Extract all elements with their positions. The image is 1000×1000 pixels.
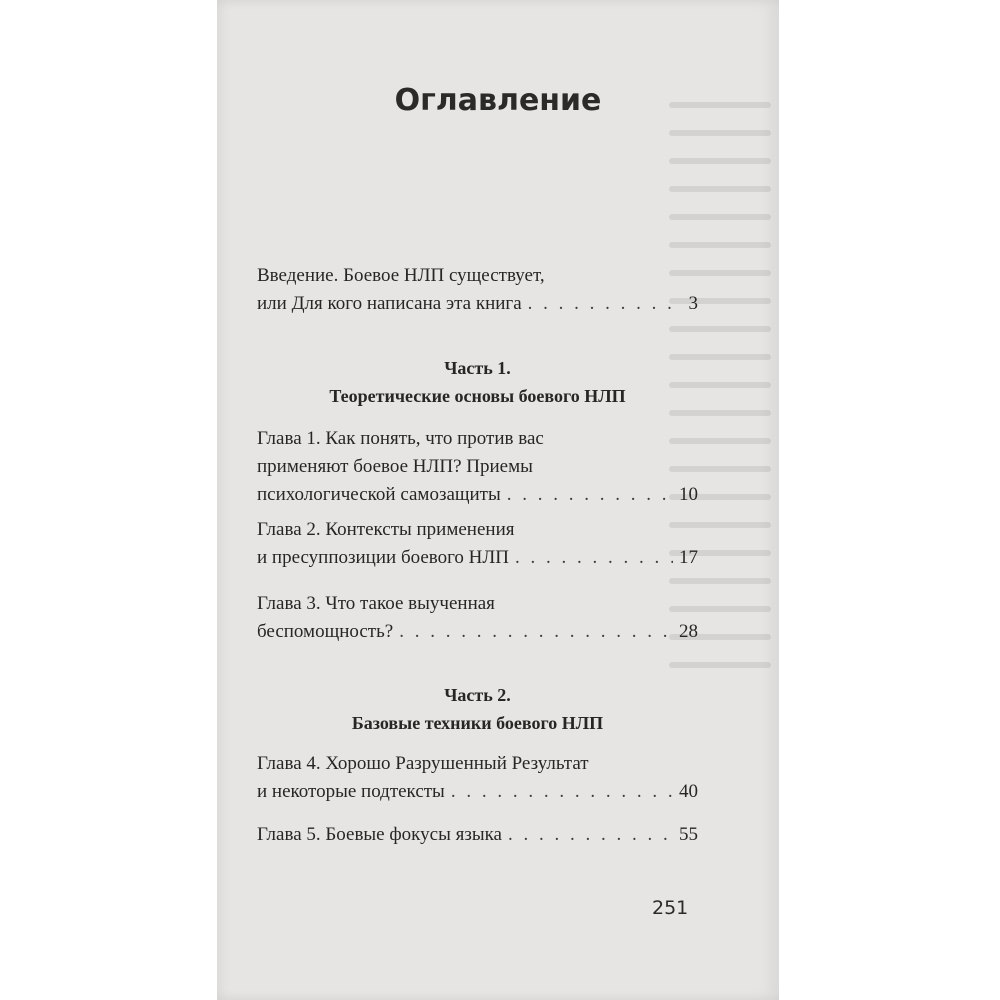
part-label: Часть 2. <box>444 685 511 705</box>
part-heading-1 <box>257 354 698 410</box>
dot-leader <box>528 290 683 318</box>
toc-entry-chapter-1[interactable] <box>257 425 698 509</box>
toc-entry-chapter-4[interactable] <box>257 750 698 806</box>
part-heading-2 <box>257 681 698 737</box>
part-title: Теоретические основы боевого НЛП <box>329 386 626 406</box>
entry-line: Глава 4. Хорошо Разрушенный Результат <box>257 753 589 774</box>
entry-line: или Для кого написана эта книга <box>257 293 522 314</box>
entry-line: беспомощность? <box>257 621 394 642</box>
page-ref: 28 <box>679 621 698 642</box>
dot-leader <box>508 821 673 849</box>
entry-line: применяют боевое НЛП? Приемы <box>257 456 533 477</box>
page-ref: 40 <box>679 781 698 802</box>
dot-leader <box>515 544 673 572</box>
entry-line: Введение. Боевое НЛП существует, <box>257 265 545 286</box>
toc-entry-introduction[interactable] <box>257 262 698 318</box>
toc-entry-chapter-3[interactable] <box>257 590 698 646</box>
entry-line: Глава 1. Как понять, что против вас <box>257 428 544 449</box>
entry-line: Глава 3. Что такое выученная <box>257 593 495 614</box>
entry-line: психологической самозащиты <box>257 484 501 505</box>
page-number: 251 <box>652 897 689 919</box>
dot-leader <box>399 618 673 646</box>
entry-line: и некоторые подтексты <box>257 781 445 802</box>
entry-line: Глава 2. Контексты применения <box>257 519 515 540</box>
book-page <box>217 0 779 1000</box>
entry-line: и пресуппозиции боевого НЛП <box>257 547 510 568</box>
part-label: Часть 1. <box>444 358 511 378</box>
toc-entry-chapter-2[interactable] <box>257 516 698 572</box>
toc-entry-chapter-5[interactable] <box>257 821 698 849</box>
page-ref: 3 <box>688 293 698 314</box>
page-title: Оглавление <box>394 83 602 118</box>
page-ref: 17 <box>679 547 698 568</box>
part-title: Базовые техники боевого НЛП <box>351 713 604 733</box>
entry-line: Глава 5. Боевые фокусы языка <box>257 824 502 845</box>
dot-leader <box>507 481 673 509</box>
page-ref: 55 <box>679 824 698 845</box>
page-ref: 10 <box>679 484 698 505</box>
dot-leader <box>451 778 673 806</box>
